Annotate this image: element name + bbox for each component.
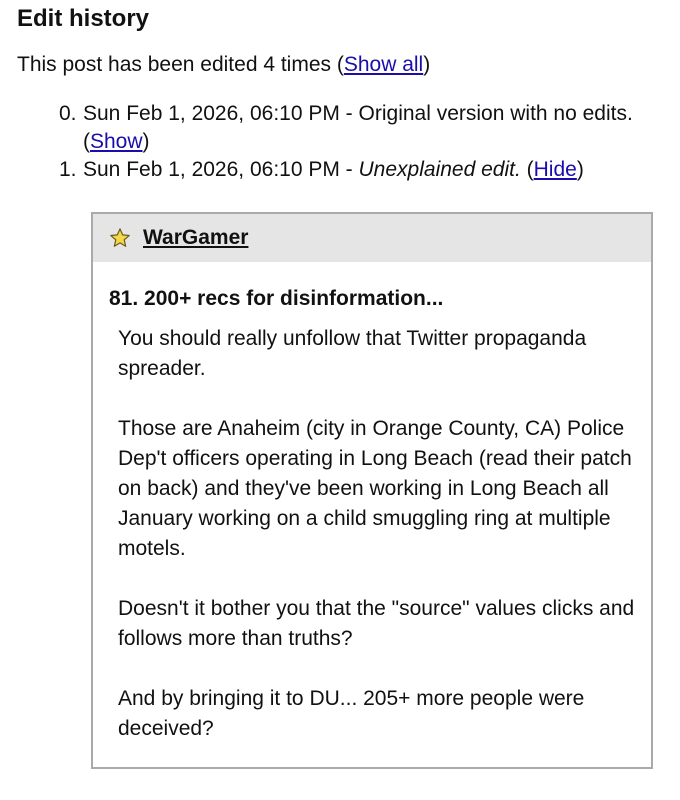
edit-number: 1. <box>59 158 77 181</box>
edit-item-0: 0. Sun Feb 1, 2026, 06:10 PM - Original version with no edits. (Show) <box>59 102 633 153</box>
summary-close: ) <box>423 53 431 76</box>
edit-number: 0. <box>59 102 77 125</box>
show-link[interactable]: Show <box>90 130 143 153</box>
edit-date: Sun Feb 1, 2026, 06:10 PM - <box>83 158 359 181</box>
edit-item-1 <box>59 156 659 184</box>
edit-link-open: ( <box>520 158 534 181</box>
edit-link-close: ) <box>576 158 584 181</box>
edit-summary <box>17 51 430 79</box>
show-all-link[interactable]: Show all <box>343 53 424 76</box>
post-revision <box>91 212 653 769</box>
post-paragraph: Those are Anaheim (city in Orange County, CA) Police Dep't officers operating in Long Beach (read their patch on back) and they've been working in Long Beach all January working on a child smuggling ring at multiple motels. <box>118 417 632 560</box>
author-link[interactable]: WarGamer <box>143 226 249 249</box>
post-paragraph: And by bringing it to DU... 205+ more people were deceived? <box>118 687 585 740</box>
post-title: 81. 200+ recs for disinformation... <box>109 287 444 310</box>
page-title: Edit history <box>17 5 150 32</box>
post-paragraph: You should really unfollow that Twitter propaganda spreader. <box>118 327 587 380</box>
post-header <box>93 214 651 262</box>
edit-description: Original version with no edits. <box>358 102 633 125</box>
edit-link-close: ) <box>142 130 150 153</box>
post-body <box>118 324 638 744</box>
edit-date: Sun Feb 1, 2026, 06:10 PM - <box>83 102 359 125</box>
edit-description: Unexplained edit. <box>358 158 521 181</box>
hide-link[interactable]: Hide <box>533 158 577 181</box>
post-paragraph: Doesn't it bother you that the "source" values clicks and follows more than truths? <box>118 597 635 650</box>
summary-text: This post has been edited 4 times ( <box>17 53 344 76</box>
star-icon <box>109 227 131 249</box>
edit-list <box>59 100 659 184</box>
